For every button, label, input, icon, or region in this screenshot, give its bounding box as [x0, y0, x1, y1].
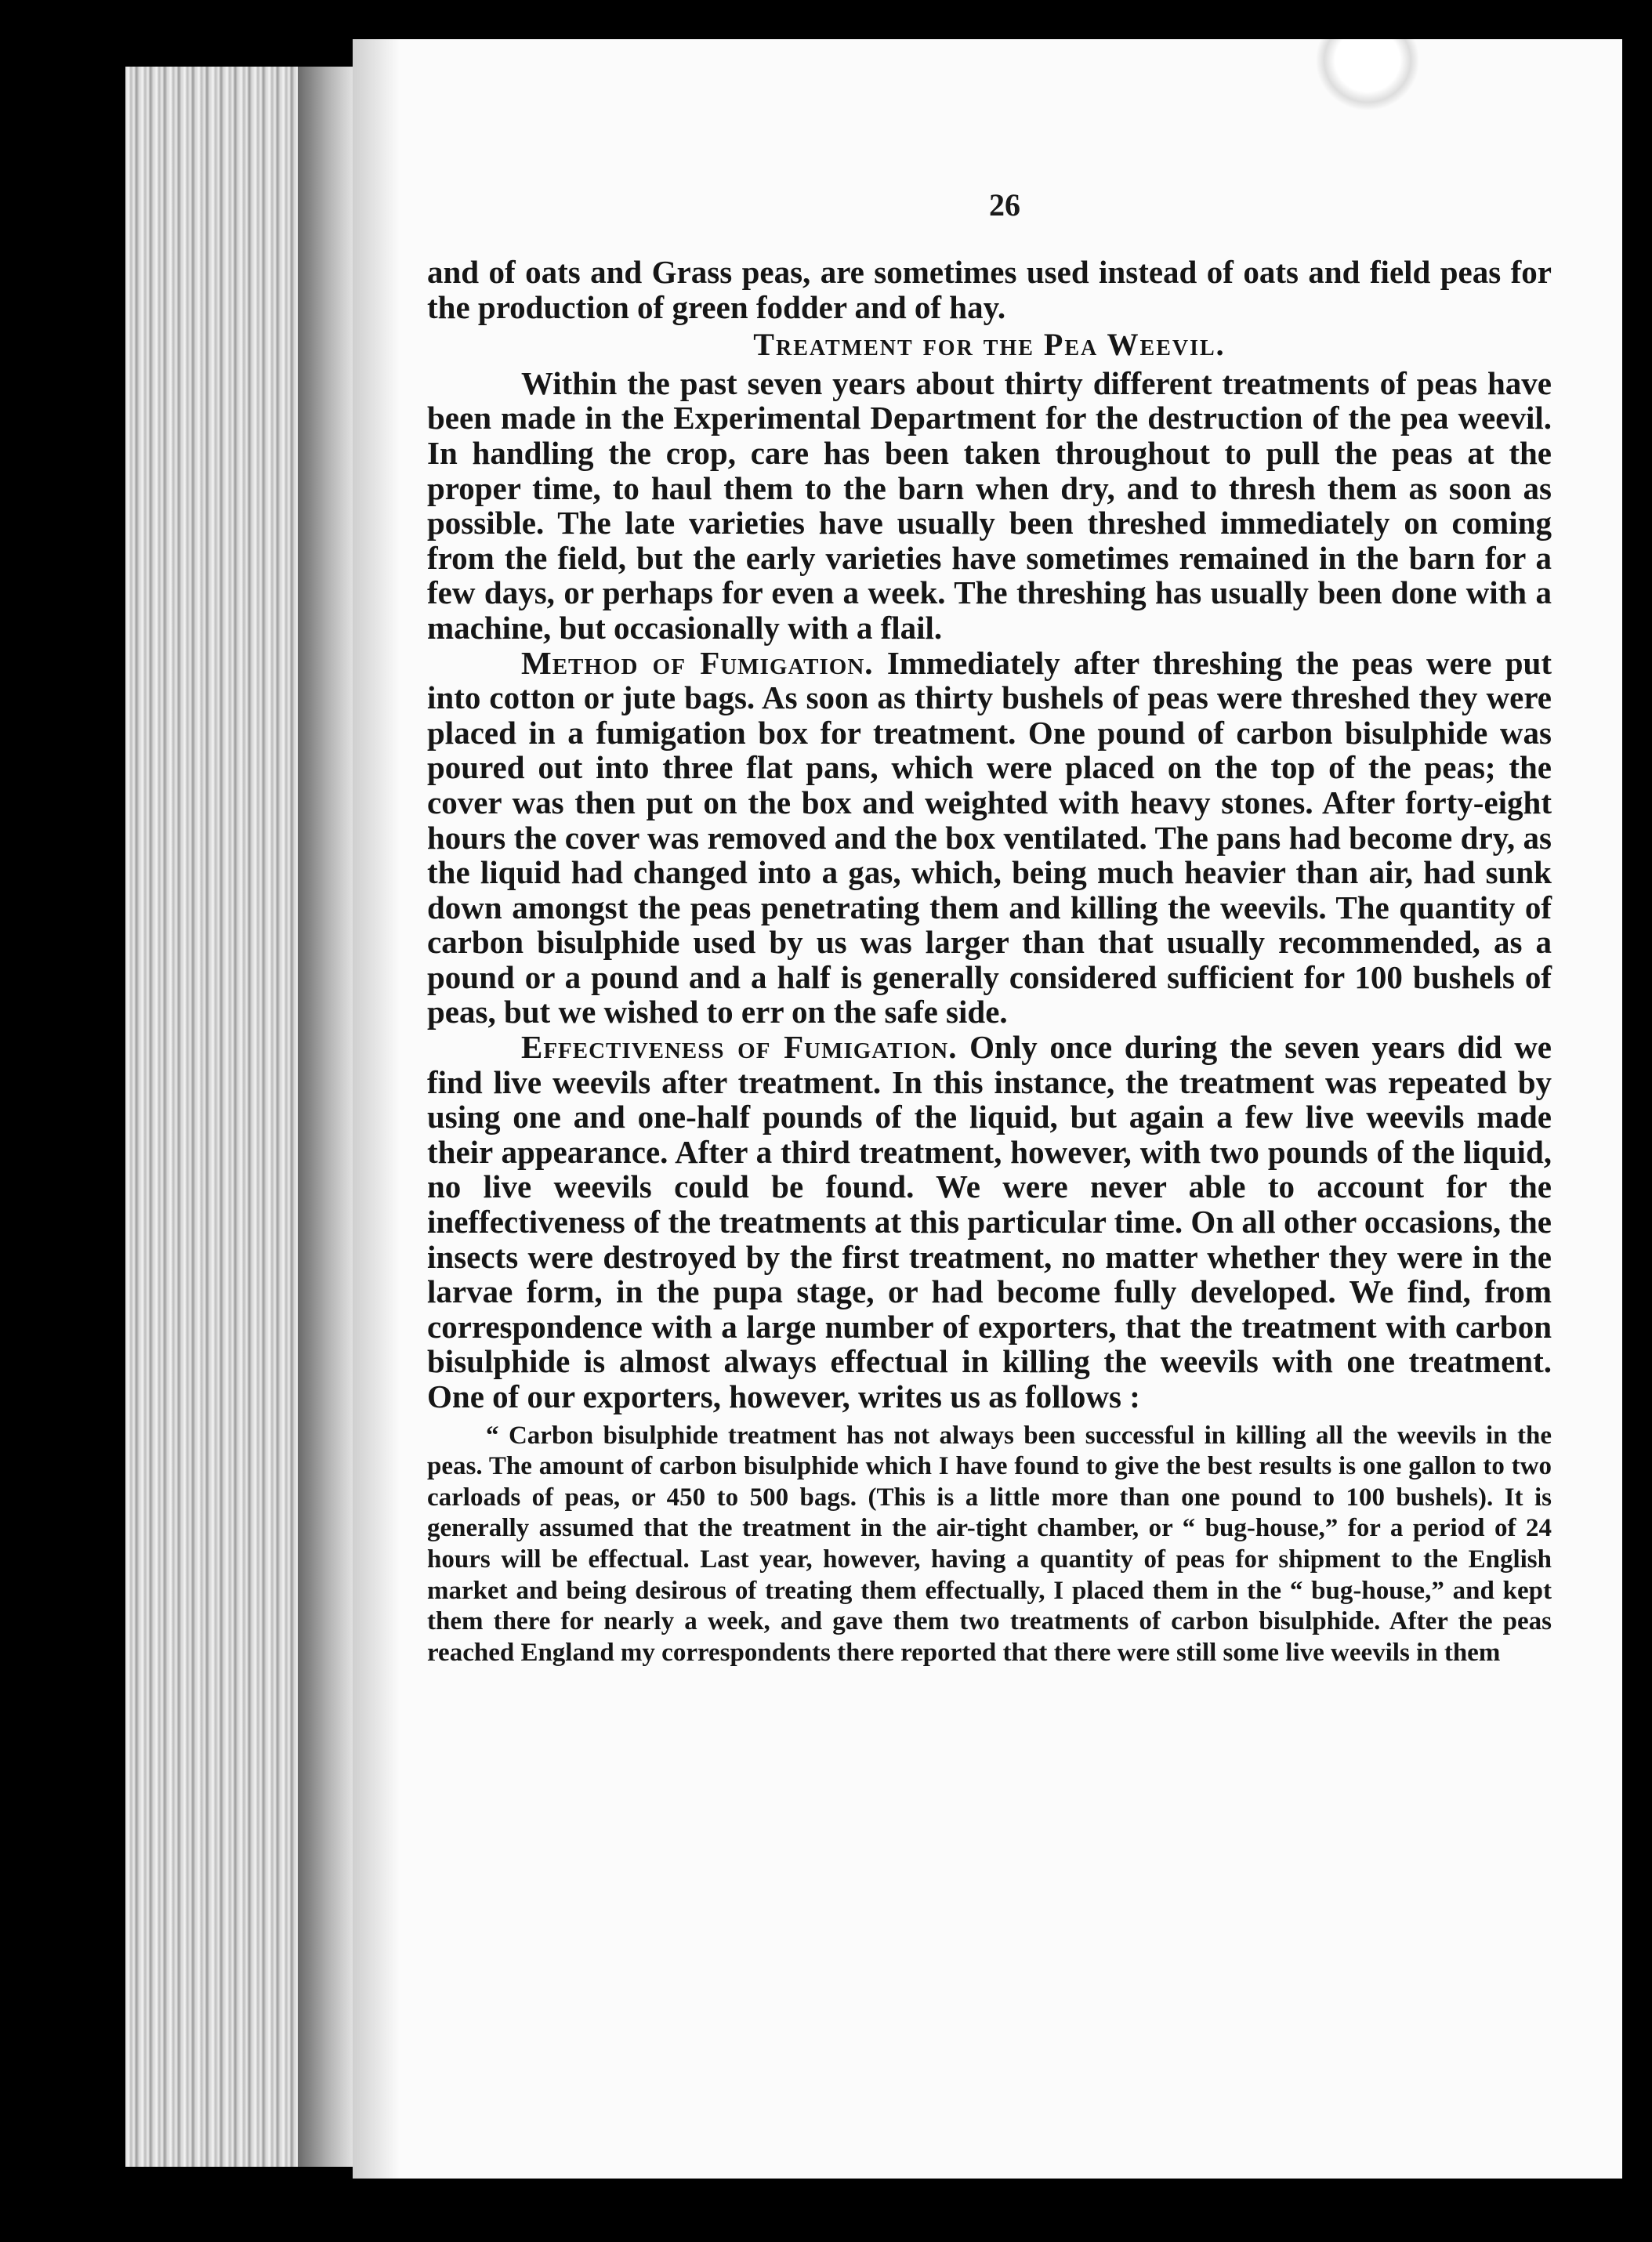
paragraph-effectiveness-text: Only once during the seven years did we find live weevils after treatment. In this instance, the treatment was repeated by using one and one-half pounds of the liquid, but again a few live weevils made their appearance. After a third treatment, however, with two pounds of the liquid, no live weevils could be found. We were never able to account for the ineffectiveness of the treatments at this particular time. On all other occasions, the insects were destroyed by the first treatment, no matter whether they were in the larvae form, in the pupa stage, or had become fully developed. We find, from correspondence with a large number of exporters, that the treatment with carbon bisulphide is almost always effectual in killing the weevils with one treatment. One of our exporters, however, writes us as follows :	[427, 1029, 1552, 1414]
gutter-shadow	[298, 67, 360, 2167]
body-text	[427, 255, 1552, 1668]
run-in-heading-effectiveness: Effectiveness of Fumigation.	[521, 1029, 958, 1066]
section-heading: Treatment for the Pea Weevil.	[753, 327, 1226, 363]
paragraph-method	[427, 646, 1552, 1030]
paragraph-treatment: Within the past seven years about thirty different treatments of peas have been made in the Experimental Department for the destruction of the pea weevil. In handling the crop, care has been taken throughout to pull the peas at the proper time, to haul them to the barn when dry, and to thresh them as soon as possible. The late varieties have usually been threshed immediately on coming from the field, but the early varieties have sometimes remained in the barn for a few days, or perhaps for even a week. The threshing has usually been done with a machine, but occasionally with a flail.	[427, 364, 1552, 646]
paragraph-effectiveness	[427, 1030, 1552, 1414]
paper-blot	[1317, 39, 1418, 110]
paragraph-method-text: Immediately after threshing the peas were put into cotton or jute bags. As soon as thirty bushels of peas were threshed they were placed in a fumigation box for treatment. One pound of carbon bisulphide was poured out into three flat pans, which were placed on the top of the peas; the cover was then put on the box and weighted with heavy stones. After forty-eight hours the cover was removed and the box ventilated. The pans had become dry, as the liquid had changed into a gas, which, being much heavier than air, had sunk down amongst the peas penetrating them and killing the weevils. The quantity of carbon bisulphide used by us was larger than that usually recommended, as a pound or a pound and a half is generally considered sufficient for 100 bushels of peas, but we wished to err on the safe side.	[427, 644, 1552, 1030]
paragraph-intro: and of oats and Grass peas, are sometimes used instead of oats and field peas for the production of green fodder and of hay.	[427, 254, 1552, 325]
block-quote: “ Carbon bisulphide treatment has not always been successful in killing all the weevils in the peas. The amount of carbon bisulphide which I have found to give the best results is one gallon to two carloads of peas, or 450 to 500 bags. (This is a little more than one pound to 100 bushels). It is generally assumed that the treatment in the air-tight chamber, or “ bug-house,” for a period of 24 hours will be effectual. Last year, however, having a quantity of peas for shipment to the English market and being desirous of treating them effectually, I placed them in the “ bug-house,” and kept them there for nearly a week, and gave them two treatments of carbon bisulphide. After the peas reached England my correspondents there reported that there were still some live weevils in them	[427, 1421, 1552, 1667]
run-in-heading-method: Method of Fumigation.	[521, 644, 874, 681]
page-number: 26	[989, 187, 1020, 223]
